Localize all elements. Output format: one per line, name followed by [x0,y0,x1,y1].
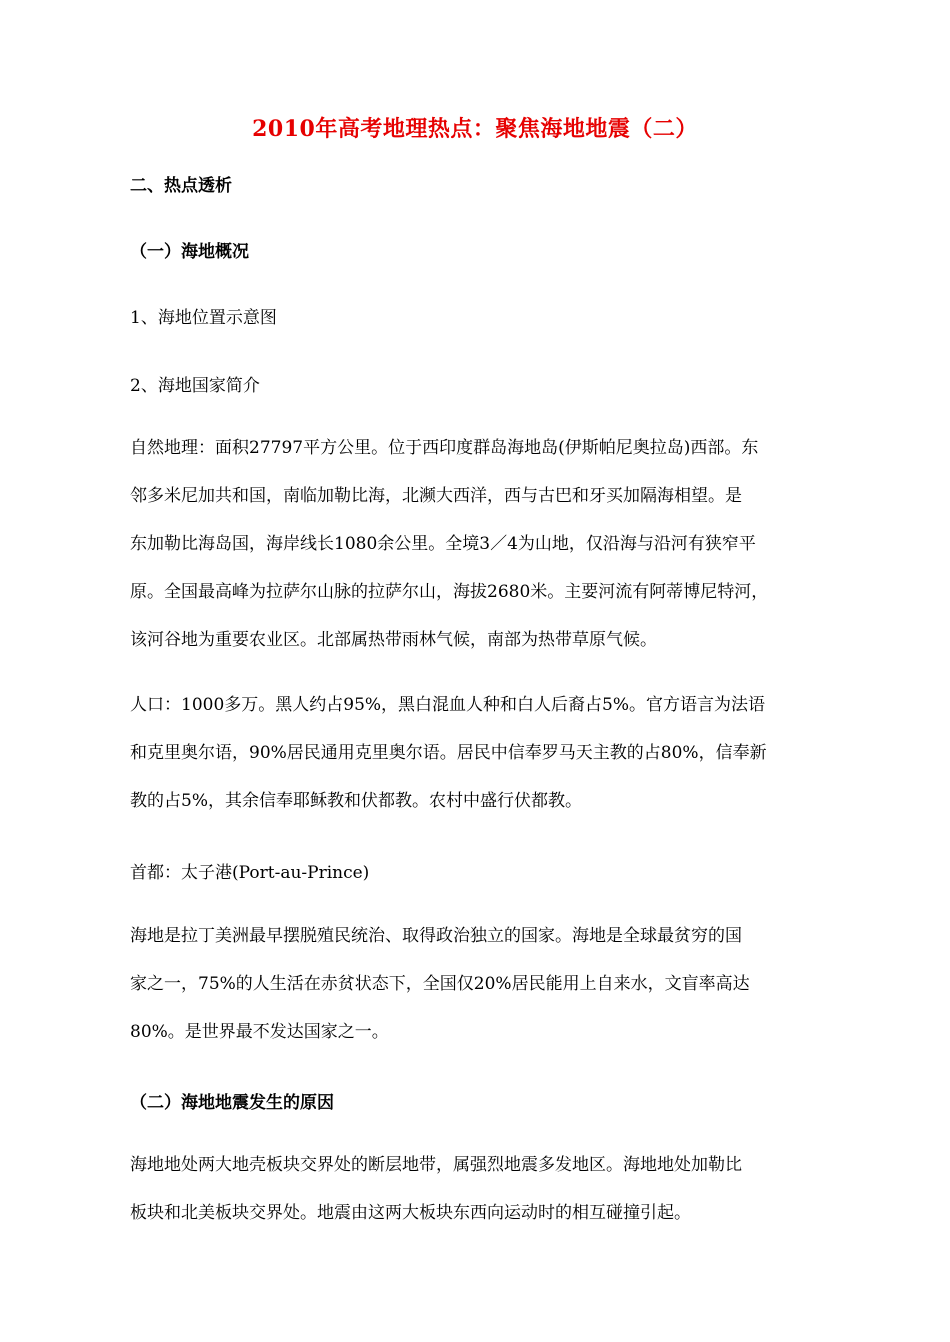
text-line: 板块和北美板块交界处。地震由这两大板块东西向运动时的相互碰撞引起。 [130,1203,691,1223]
document-title: 2010年高考地理热点：聚焦海地地震（二） [252,116,698,142]
paragraph-poverty [130,912,845,1056]
paragraph-population [130,681,845,825]
item-country-intro: 2、海地国家简介 [130,376,260,396]
text-line: 80%。是世界最不发达国家之一。 [130,1022,389,1042]
subsection-heading-causes: （二）海地地震发生的原因 [130,1093,334,1113]
paragraph-natural-geography [130,424,845,664]
text-line: 家之一，75%的人生活在赤贫状态下，全国仅20%居民能用上自来水，文盲率高达 [130,974,750,994]
text-line: 海地是拉丁美洲最早摆脱殖民统治、取得政治独立的国家。海地是全球最贫穷的国 [130,926,742,946]
text-line: 东加勒比海岛国，海岸线长1080余公里。全境3／4为山地，仅沿海与沿河有狭窄平 [130,534,756,554]
section-heading: 二、热点透析 [130,176,232,196]
text-line: 教的占5%，其余信奉耶稣教和伏都教。农村中盛行伏都教。 [130,791,582,811]
text-line: 邻多米尼加共和国，南临加勒比海，北濒大西洋，西与古巴和牙买加隔海相望。是 [130,486,742,506]
paragraph-earthquake-causes [130,1141,845,1237]
text-line: 原。全国最高峰为拉萨尔山脉的拉萨尔山，海拔2680米。主要河流有阿蒂博尼特河， [130,582,769,602]
text-line: 海地地处两大地壳板块交界处的断层地带，属强烈地震多发地区。海地地处加勒比 [130,1155,742,1175]
capital-line: 首都：太子港(Port-au-Prince) [130,863,370,883]
text-line: 和克里奥尔语，90%居民通用克里奥尔语。居民中信奉罗马天主教的占80%，信奉新 [130,743,767,763]
subsection-heading-overview: （一）海地概况 [130,242,249,262]
text-line: 自然地理：面积27797平方公里。位于西印度群岛海地岛(伊斯帕尼奥拉岛)西部。东 [130,438,759,458]
item-location-map: 1、海地位置示意图 [130,308,277,328]
text-line: 该河谷地为重要农业区。北部属热带雨林气候，南部为热带草原气候。 [130,630,657,650]
text-line: 人口：1000多万。黑人约占95%，黑白混血人种和白人后裔占5%。官方语言为法语 [130,695,766,715]
